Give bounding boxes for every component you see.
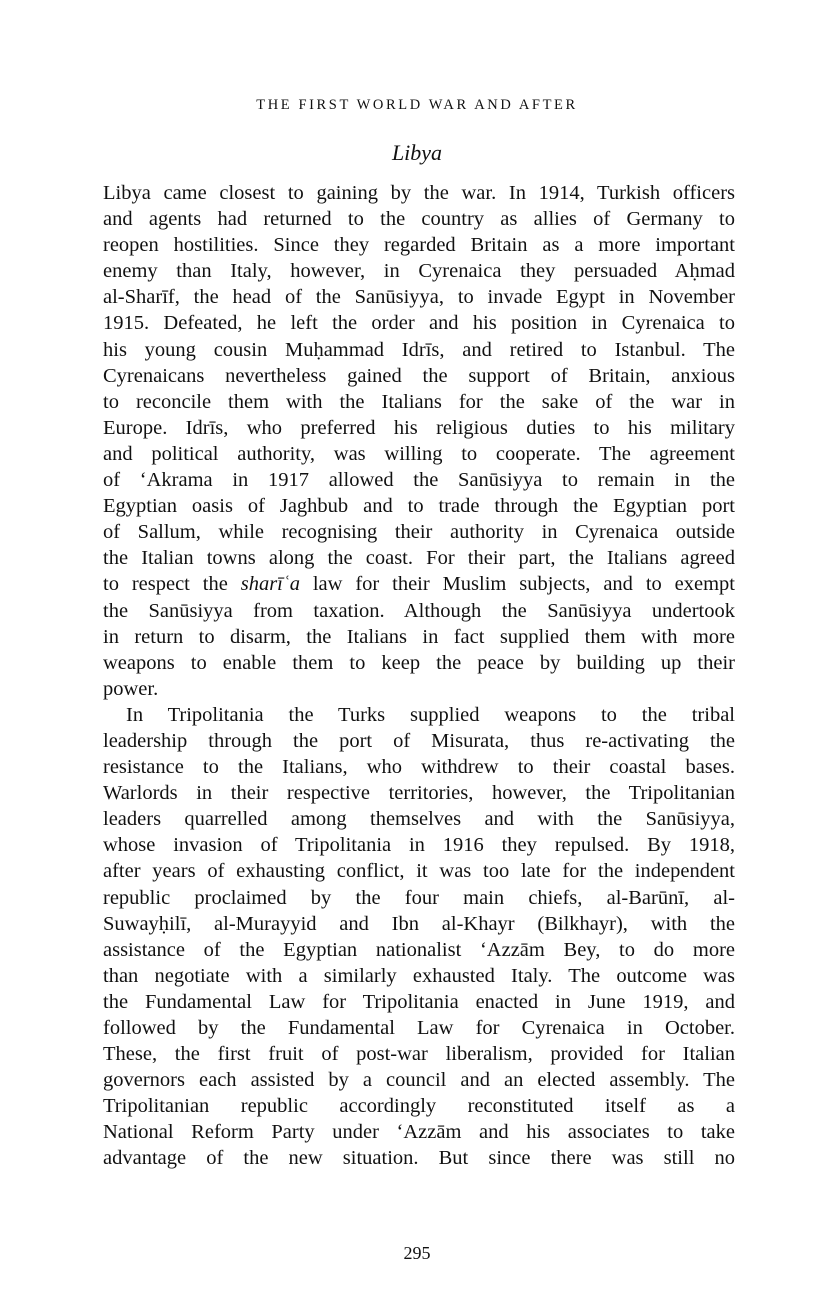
text-line: Suwayḥilī, al-Murayyid and Ibn al-Khayr (Bilkhayr), with the xyxy=(103,912,735,935)
body-text xyxy=(103,180,735,1172)
text-line: than negotiate with a similarly exhausted Italy. The outcome was xyxy=(103,964,735,987)
text-line: reopen hostilities. Since they regarded Britain as a more important xyxy=(103,234,735,257)
text-line: National Reform Party under ‘Azzām and his associates to take xyxy=(103,1121,735,1144)
text-line: Libya came closest to gaining by the war. In 1914, Turkish officers xyxy=(103,182,735,204)
text-line: al-Sharīf, the head of the Sanūsiyya, to invade Egypt in November xyxy=(103,286,735,309)
text-line: advantage of the new situation. But since there was still no xyxy=(103,1147,735,1170)
text-line: enemy than Italy, however, in Cyrenaica they persuaded Aḥmad xyxy=(103,260,735,283)
page-number: 295 xyxy=(403,1243,431,1263)
text-line: to reconcile them with the Italians for the sake of the war in xyxy=(103,390,735,413)
text-line: to respect the sharīʿa law for their Muslim subjects, and to exempt xyxy=(103,573,735,596)
text-line: whose invasion of Tripolitania in 1916 they repulsed. By 1918, xyxy=(103,834,735,857)
text-line: of Sallum, while recognising their authority in Cyrenaica outside xyxy=(103,521,735,544)
text-line: Warlords in their respective territories, however, the Tripolitanian xyxy=(103,782,735,805)
text-line: followed by the Fundamental Law for Cyrenaica in October. xyxy=(103,1017,735,1039)
text-line: in return to disarm, the Italians in fact supplied them with more xyxy=(103,625,735,648)
text-line: and agents had returned to the country as allies of Germany to xyxy=(103,208,735,231)
text-line: In Tripolitania the Turks supplied weapons to the tribal xyxy=(126,703,735,726)
text-line: These, the first fruit of post-war liberalism, provided for Italian xyxy=(103,1043,735,1066)
text-line: leadership through the port of Misurata, thus re-activating the xyxy=(103,729,735,752)
text-line: governors each assisted by a council and an elected assembly. The xyxy=(103,1069,735,1092)
text-line: assistance of the Egyptian nationalist ‘Azzām Bey, to do more xyxy=(103,938,735,961)
text-line: the Sanūsiyya from taxation. Although the Sanūsiyya undertook xyxy=(103,599,735,622)
text-line: his young cousin Muḥammad Idrīs, and retired to Istanbul. The xyxy=(103,338,735,361)
text-line: of ‘Akrama in 1917 allowed the Sanūsiyya to remain in the xyxy=(103,469,735,492)
text-line: the Fundamental Law for Tripolitania enacted in June 1919, and xyxy=(103,990,735,1013)
text-line: Europe. Idrīs, who preferred his religious duties to his military xyxy=(103,416,735,439)
text-line: and political authority, was willing to cooperate. The agreement xyxy=(103,442,735,465)
text-line: Egyptian oasis of Jaghbub and to trade through the Egyptian port xyxy=(103,495,735,518)
text-line: resistance to the Italians, who withdrew to their coastal bases. xyxy=(103,756,735,779)
text-line: Cyrenaicans nevertheless gained the support of Britain, anxious xyxy=(103,364,735,387)
text-line: leaders quarrelled among themselves and with the Sanūsiyya, xyxy=(103,808,735,831)
text-line: republic proclaimed by the four main chiefs, al-Barūnī, al- xyxy=(103,886,735,909)
text-line: 1915. Defeated, he left the order and his position in Cyrenaica to xyxy=(103,312,735,335)
text-line: after years of exhausting conflict, it was too late for the independent xyxy=(103,860,735,883)
italic-term: sharīʿa xyxy=(240,573,300,596)
text-line: the Italian towns along the coast. For their part, the Italians agreed xyxy=(103,547,735,570)
paragraph-2 xyxy=(103,702,735,1172)
text-line: Tripolitanian republic accordingly reconstituted itself as a xyxy=(103,1095,735,1118)
text-line: weapons to enable them to keep the peace by building up their xyxy=(103,651,735,674)
section-title: Libya xyxy=(391,140,443,165)
text-line: power. xyxy=(103,677,159,700)
paragraph-1 xyxy=(103,180,735,702)
running-head: THE FIRST WORLD WAR AND AFTER xyxy=(256,97,578,113)
